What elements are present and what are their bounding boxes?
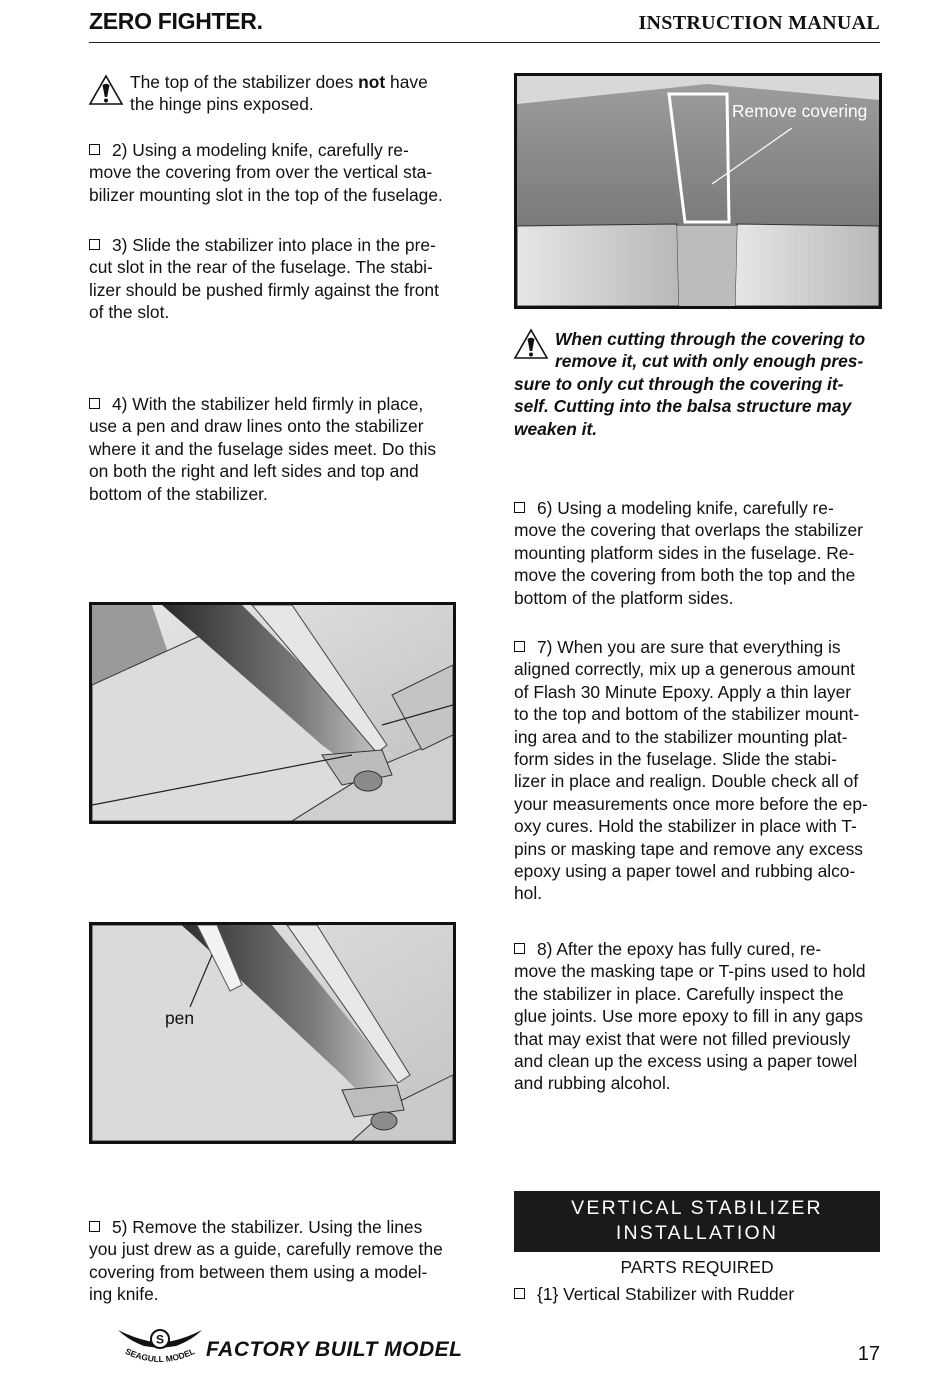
checkbox-icon[interactable] (514, 1288, 525, 1299)
step-5: 5) Remove the stabilizer. Using the lines you just drew as a guide, carefully remove the covering from between them using a model- ing knife. (89, 1217, 443, 1305)
warning-note-hinge: The top of the stabilizer does not have the hinge pins exposed. (130, 72, 428, 115)
header-rule (89, 42, 880, 43)
seagull-logo-icon (114, 1322, 206, 1368)
photo-pen-marking (89, 922, 456, 1144)
remove-covering-callout-label: Remove covering (732, 101, 868, 121)
checkbox-icon[interactable] (514, 502, 525, 513)
pen-callout-label: pen (165, 1008, 195, 1028)
warning-note-cutting: When cutting through the covering to remove it, cut with only enough pres- sure to only cut through the covering it- self. Cutting into the balsa structure may weaken it. (514, 329, 866, 439)
checkbox-icon[interactable] (89, 398, 100, 409)
step-6: 6) Using a modeling knife, carefully re- move the covering that overlaps the stabilizer mounting platform sides in the fuselage. Re- move the covering from both the top and the bottom of the platform sides. (514, 498, 863, 608)
step-2: 2) Using a modeling knife, carefully re- move the covering from over the vertical sta- bilizer mounting slot in the top of the fuselage. (89, 140, 443, 205)
checkbox-icon[interactable] (514, 943, 525, 954)
checkbox-icon[interactable] (89, 239, 100, 250)
photo-stabilizer-in-slot (89, 602, 456, 824)
checkbox-icon[interactable] (89, 1221, 100, 1232)
page-number: 17 (857, 1343, 880, 1365)
factory-built-model-logo: FACTORY BUILT MODEL (206, 1338, 463, 1361)
checkbox-icon[interactable] (89, 144, 100, 155)
manual-subtitle: INSTRUCTION MANUAL (638, 12, 880, 34)
step-7: 7) When you are sure that everything is aligned correctly, mix up a generous amount of Flash 30 Minute Epoxy. Apply a thin layer to the top and bottom of the stabilizer mount- ing area and to the stabilizer mounting plat- form sides in the fuselage. Slide the stabi- lizer in place and realign. Double check all of your measurements once more before the ep- oxy cures. Hold the stabilizer in place with T- pins or masking tape and remove any excess epoxy using a paper towel and rubbing alco- hol. (514, 637, 868, 904)
logo-badge-letter: S (155, 1332, 165, 1347)
step-4: 4) With the stabilizer held firmly in place, use a pen and draw lines onto the stabilizer where it and the fuselage sides meet. Do this on both the right and left sides and top and bottom of the stabilizer. (89, 394, 437, 504)
step-8: 8) After the epoxy has fully cured, re- move the masking tape or T-pins used to hold the stabilizer in place. Carefully inspect the glue joints. Use more epoxy to fill in any gaps that may exist that were not filled previously and clean up the excess using a paper towel and rubbing alcohol. (514, 939, 866, 1094)
step-3: 3) Slide the stabilizer into place in the pre- cut slot in the rear of the fuselage. The stabi- lizer should be pushed firmly against the front of the slot. (89, 235, 439, 323)
manual-title: ZERO FIGHTER. (89, 8, 263, 34)
checkbox-icon[interactable] (514, 641, 525, 652)
parts-required-heading: PARTS REQUIRED (620, 1257, 774, 1277)
section-heading-vertical-stabilizer: VERTICAL STABILIZER INSTALLATION (514, 1191, 880, 1252)
logo-brand-text: SEAGULL MODEL (123, 1346, 197, 1365)
part-item-1: {1} Vertical Stabilizer with Rudder (514, 1283, 881, 1305)
warning-icon (88, 74, 124, 106)
